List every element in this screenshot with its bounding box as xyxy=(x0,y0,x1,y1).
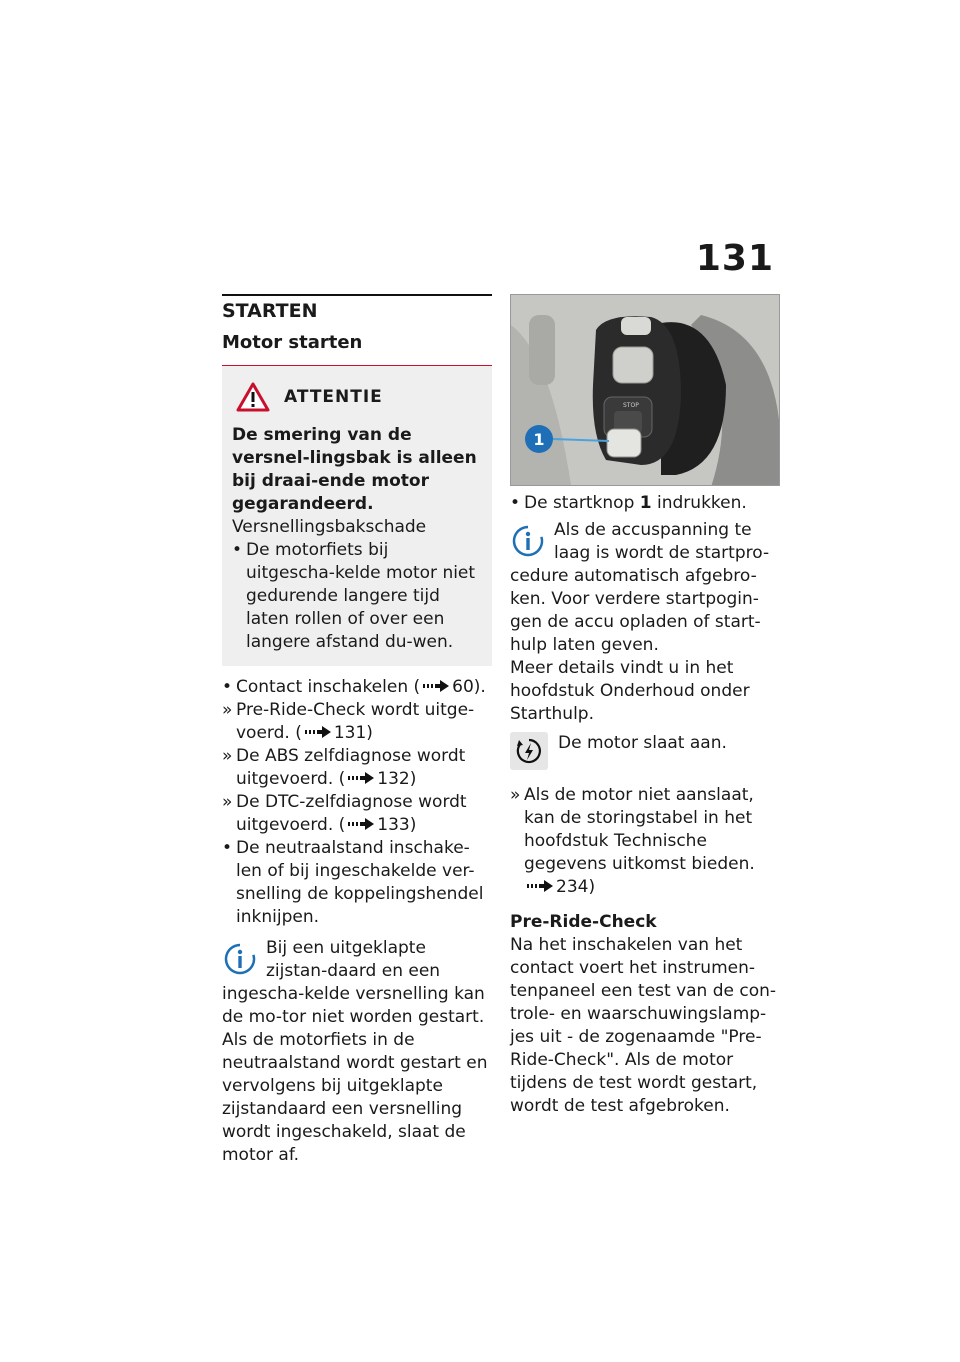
warning-bullet xyxy=(232,539,482,654)
warning-box xyxy=(222,366,492,666)
warning-header xyxy=(236,382,482,412)
page-ref[interactable]: 132 xyxy=(377,769,410,789)
list-mark: » xyxy=(510,785,521,805)
page-ref-arrow-icon xyxy=(423,680,449,692)
page-ref-arrow-icon xyxy=(348,818,374,830)
list-item xyxy=(222,837,492,929)
step-text xyxy=(524,492,780,515)
pre-ride-title: Pre-Ride-Check xyxy=(510,912,657,932)
step-after: indrukken. xyxy=(651,493,747,513)
fail-body: Als de motor niet aanslaat, kan de storingstabel in het hoofdstuk Technische gegevens uitkomst bieden. xyxy=(524,785,755,874)
step-bold: 1 xyxy=(639,493,652,513)
info-note-text: Als de accuspanning te laag is wordt de startpro-cedure automatisch afgebro-ken. Voor verdere startpogin-gen de accu opladen of start-hulp laten geven. xyxy=(510,520,770,655)
list-item-text xyxy=(236,791,492,837)
warning-bullet-text: De motorfiets bij uitgescha-kelde motor niet gedurende langere tijd laten rollen of over een langere afstand du-wen. xyxy=(246,540,476,652)
info-icon xyxy=(510,523,546,559)
item-text: Contact inschakelen ( xyxy=(236,677,421,697)
list-item xyxy=(222,745,492,791)
callout-number: 1 xyxy=(533,430,545,449)
engine-start-result-icon xyxy=(510,732,548,770)
list-item-text: De neutraalstand inschake-len of bij ingeschakelde ver-snelling de koppelingshendel inknijpen. xyxy=(236,838,484,927)
list-mark: » xyxy=(222,700,233,720)
step-item xyxy=(510,492,780,515)
handlebar-switch-photo xyxy=(510,294,780,486)
item-text: De ABS zelfdiagnose wordt uitgevoerd. ( xyxy=(236,746,466,789)
info-note xyxy=(222,937,492,1167)
list-item xyxy=(222,791,492,837)
page-number: 131 xyxy=(695,238,774,279)
list-item-text xyxy=(236,699,492,745)
stop-label: STOP xyxy=(623,402,639,409)
item-after: ). xyxy=(473,677,486,697)
page-ref[interactable]: 131 xyxy=(333,723,367,743)
list-item xyxy=(222,676,492,699)
page-ref[interactable]: 133 xyxy=(377,815,410,835)
list-item-text xyxy=(236,745,492,791)
left-column xyxy=(222,294,492,1167)
item-after: ) xyxy=(409,769,417,789)
right-column xyxy=(510,294,780,1118)
list-mark: • xyxy=(222,838,233,858)
page-ref[interactable]: 60 xyxy=(452,677,474,697)
fail-text: Als de motor niet aanslaat, kan de storingstabel in het hoofdstuk Technische gegevens uitkomst bieden. 234) xyxy=(524,785,755,897)
step-before: De startknop xyxy=(524,493,640,513)
item-after: ) xyxy=(366,723,373,743)
result-item xyxy=(510,732,780,770)
more-details-text: Meer details vindt u in het hoofdstuk Onderhoud onder Starthulp. xyxy=(510,658,750,724)
bullet-mark: • xyxy=(510,493,521,513)
section-rule xyxy=(222,294,492,296)
item-after: ) xyxy=(409,815,417,835)
warning-label: ATTENTIE xyxy=(284,387,383,407)
bullet-mark: • xyxy=(232,540,243,560)
list-mark: • xyxy=(222,677,233,697)
list-mark: » xyxy=(222,792,233,812)
warning-line: Versnellingsbakschade xyxy=(232,517,427,537)
warning-triangle-icon xyxy=(236,382,270,412)
info-note xyxy=(510,519,780,657)
warning-bold-text: De smering van de versnel-lingsbak is alleen bij draai-ende motor gegarandeerd. xyxy=(232,425,477,514)
page-ref-arrow-icon xyxy=(348,772,374,784)
page-ref-arrow-icon xyxy=(305,726,331,738)
result-text: De motor slaat aan. xyxy=(558,733,727,753)
item-text: De DTC-zelfdiagnose wordt uitgevoerd. ( xyxy=(236,792,467,835)
item-text: Pre-Ride-Check wordt uitge-voerd. ( xyxy=(236,700,475,743)
pre-ride-text: Na het inschakelen van het contact voert het instrumen-tenpaneel een test van de con-trole- en waarschuwingslamp-jes uit - de zogenaamde "Pre-Ride-Check". Als de motor tijdens de test wordt gestart, wordt de test afgebroken. xyxy=(510,935,777,1116)
info-note-text: Bij een uitgeklapte zijstan-daard en een ingescha-kelde versnelling kan de mo-tor niet worden gestart. Als de motorfiets in de neutraalstand wordt gestart en vervolgens bij uitgeklapte zijstandaard een versnelling wordt ingeschakeld, slaat de motor af. xyxy=(222,938,488,1165)
page-ref-arrow-icon xyxy=(527,880,553,892)
list-item xyxy=(222,699,492,745)
info-icon xyxy=(222,941,258,977)
fail-item xyxy=(510,784,780,899)
page-ref[interactable]: 234 xyxy=(556,877,589,897)
list-mark: » xyxy=(222,746,233,766)
switch-illustration xyxy=(511,295,780,486)
sub-title: Motor starten xyxy=(222,332,363,353)
section-title: STARTEN xyxy=(222,300,318,322)
list-item-text xyxy=(236,676,492,699)
